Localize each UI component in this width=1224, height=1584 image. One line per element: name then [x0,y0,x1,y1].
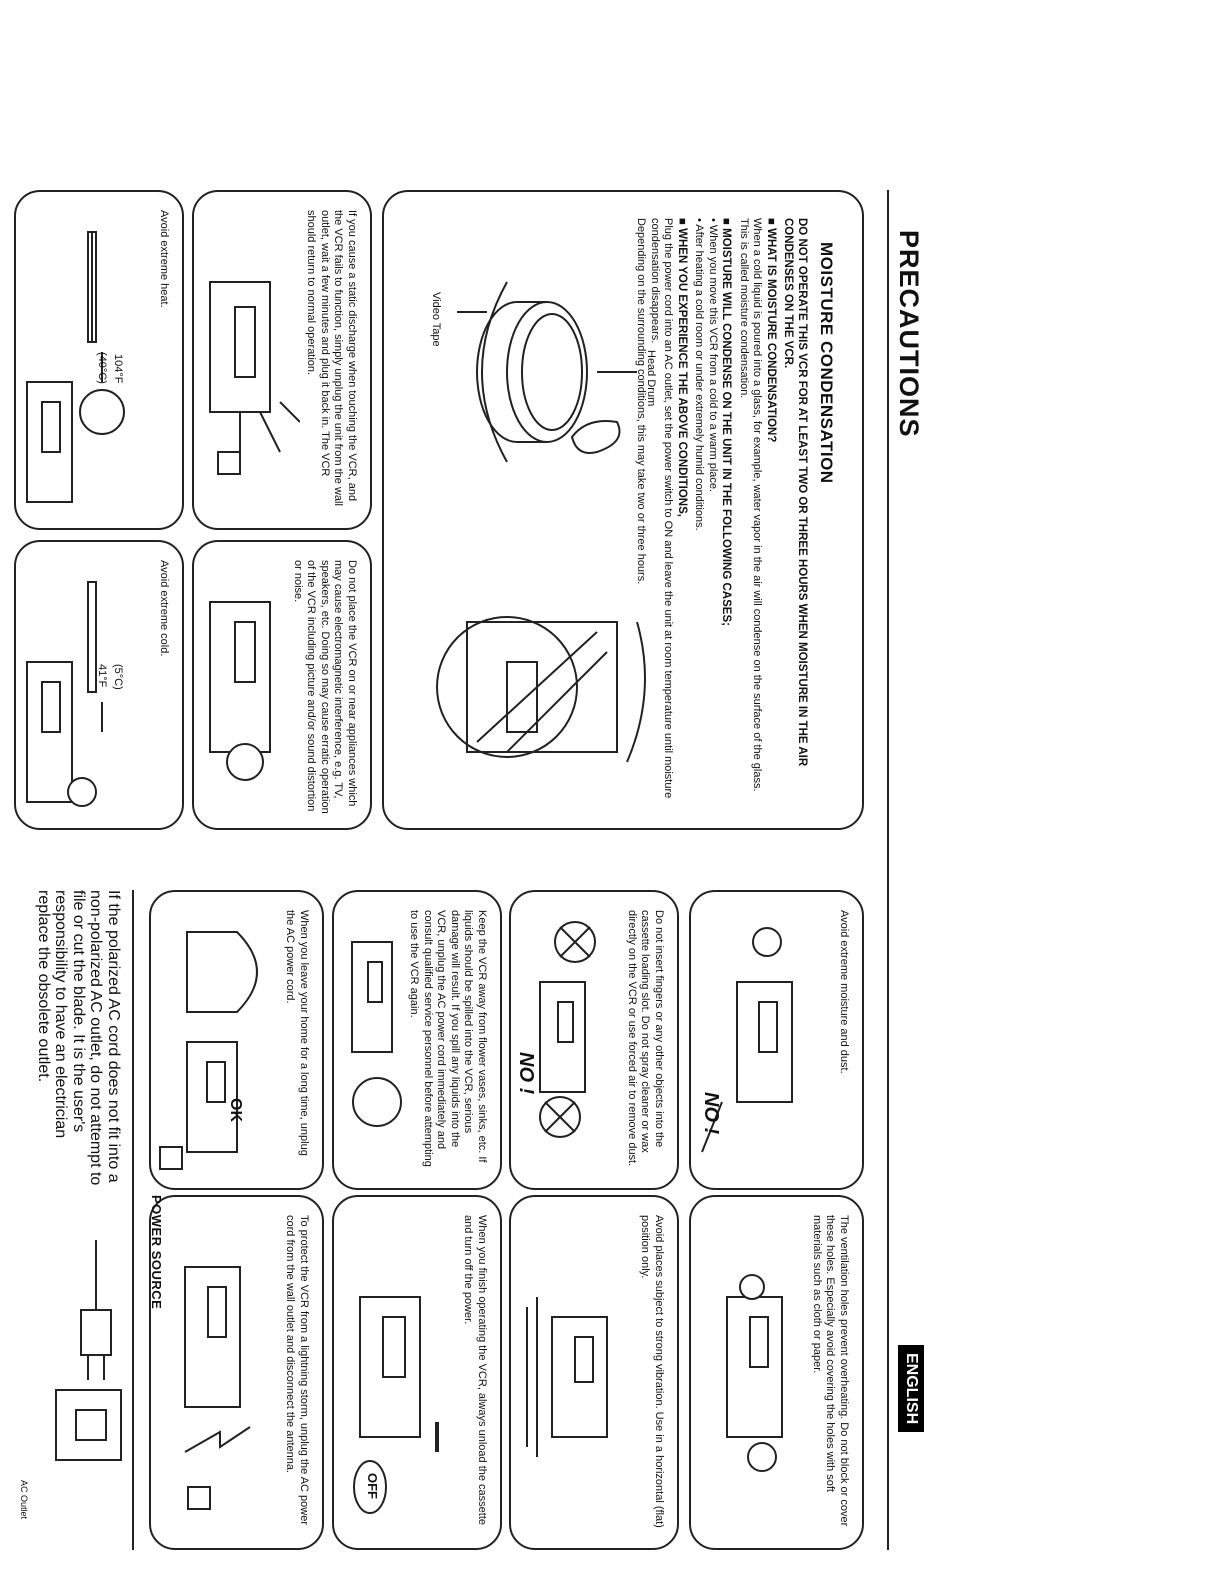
conditions-heading: ■ WHEN YOU EXPERIENCE THE ABOVE CONDITIONS, [676,218,688,517]
moisture-dust-card [689,890,864,1190]
ac-plug-illustration [14,1230,126,1490]
leave-home-text: When you leave your home for a long time, unplug the AC power cord. [284,910,310,1156]
moisture-text-block [634,218,808,808]
duration-text: Depending on the surrounding conditions, this may take two or three hours. [635,218,648,585]
cold-c-label: (5°C) [112,664,124,690]
what-text: When a cold liquid is poured into a glass, for example, water vapor in the air will condense on the surface of the glass. This is called moisture condensation. [738,218,764,792]
fingers-text: Do not insert fingers or any other objects into the cassette loading slot. Do not spray cleaner or wax directly on the VCR or use forced air to remove dust. [626,910,665,1167]
fingers-no: NO ! [515,1052,537,1095]
power-source-text: If the polarized AC cord does not fit into a non-polarized AC outlet, do not attempt to file or cut the blade. It is the user's responsibility to have an electrician replace the obsolete outlet. [35,890,122,1186]
heat-c-label: (40°C) [96,352,108,384]
static-discharge-card [192,190,372,530]
static-text: If you cause a static discharge when touching the VCR, and the VCR fails to function, simply unplug the unit from the wall outlet, wait a few minutes and plug it back in. The VCR should return to normal operation. [305,210,358,506]
moisture-dust-no: NO ! [700,1092,722,1135]
power-source-title: POWER SOURCE [149,1195,164,1310]
ventilation-card [689,1195,864,1550]
moisture-dust-text: Avoid extreme moisture and dust. [838,910,850,1074]
ventilation-illustration [694,1257,802,1517]
lightning-text: To protect the VCR from a lightning storm, unplug the AC power cord from the wall outlet and disconnect the antenna. [284,1215,310,1525]
fingers-card [509,890,679,1190]
moisture-condensation-box [382,190,864,830]
unload-off: OFF [365,1473,380,1499]
liquids-text: Keep the VCR away from flower vases, sinks, etc. If liquids should be spilled into the VCR, serious damage will result. If you spill any liquids into the VCR, unplug the AC power cord immediately and consult qualified service personnel before attempting to use the VCR again. [408,910,488,1167]
cases-heading: ■ MOISTURE WILL CONDENSE ON THE UNIT IN THE FOLLOWING CASES; [720,218,733,626]
static-discharge-illustration [195,252,300,492]
leave-home-illustration [157,912,277,1182]
heat-f-label: 104°F [112,354,124,384]
vibration-card [509,1195,679,1550]
interference-card [192,540,372,830]
head-drum-illustration [407,252,657,512]
interference-text: Do not place the VCR on or near appliances which may cause electromagnetic interference, e.g. TV, speakers, etc. Doing so may cause erratic operation of the VCR including picture and/or sound distortion or noise. [292,560,358,814]
leave-home-card [149,890,324,1190]
vibration-illustration [517,1257,627,1517]
what-heading: ■ WHAT IS MOISTURE CONDENSATION? [765,218,777,443]
avoid-cold-card [14,540,184,830]
unload-card [332,1195,502,1550]
page-marker [435,1422,439,1452]
ac-outlet-label: AC Outlet [19,1480,29,1520]
vibration-text: Avoid places subject to strong vibration. Use in a horizontal (flat) position only. [639,1215,665,1528]
head-drum-label: Head Drum [645,350,657,407]
avoid-heat-card [14,190,184,530]
glass-condensation-illustration [427,592,657,792]
leave-home-ok: OK [227,1098,244,1122]
liquids-card [332,890,502,1190]
unload-text: When you finish operating the VCR, always unload the cassette and turn off the power. [462,1215,488,1526]
video-tape-label: Video Tape [430,292,442,347]
title-rule [887,190,889,1550]
page-title: PRECAUTIONS [894,230,924,438]
cold-f-label: 41°F [96,664,108,688]
fingers-illustration [515,912,615,1182]
power-source-rule [132,890,134,1550]
liquids-illustration [337,922,412,1172]
moisture-warning: DO NOT OPERATE THIS VCR FOR AT LEAST TWO OR THREE HOURS WHEN MOISTURE IN THE AIR CONDENSES ON THE VCR. [782,218,808,767]
lightning-illustration [155,1237,260,1537]
english-tab: ENGLISH [898,1345,924,1432]
heat-text: Avoid extreme heat. [158,210,170,308]
case-1: • When you move this VCR from a cold to a warm place. [707,218,719,493]
moisture-dust-illustration [697,912,822,1182]
interference-illustration [195,582,280,802]
cold-illustration [17,562,142,822]
ventilation-text: The ventilation holes prevent overheating. Do not block or cover these holes. Especially avoid covering the holes with soft materials such as cloth or paper. [811,1215,850,1527]
conditions-text: Plug the power cord into an AC outlet, set the power switch to ON and leave the unit at room temperature until moisture condensation disappears. [649,218,675,799]
unload-illustration [335,1257,450,1537]
cold-text: Avoid extreme cold. [158,560,170,657]
moisture-title: MOISTURE CONDENSATION [817,242,836,484]
lightning-card [149,1195,324,1550]
case-2: • After heating a cold room or under extremely humid conditions. [693,218,706,531]
